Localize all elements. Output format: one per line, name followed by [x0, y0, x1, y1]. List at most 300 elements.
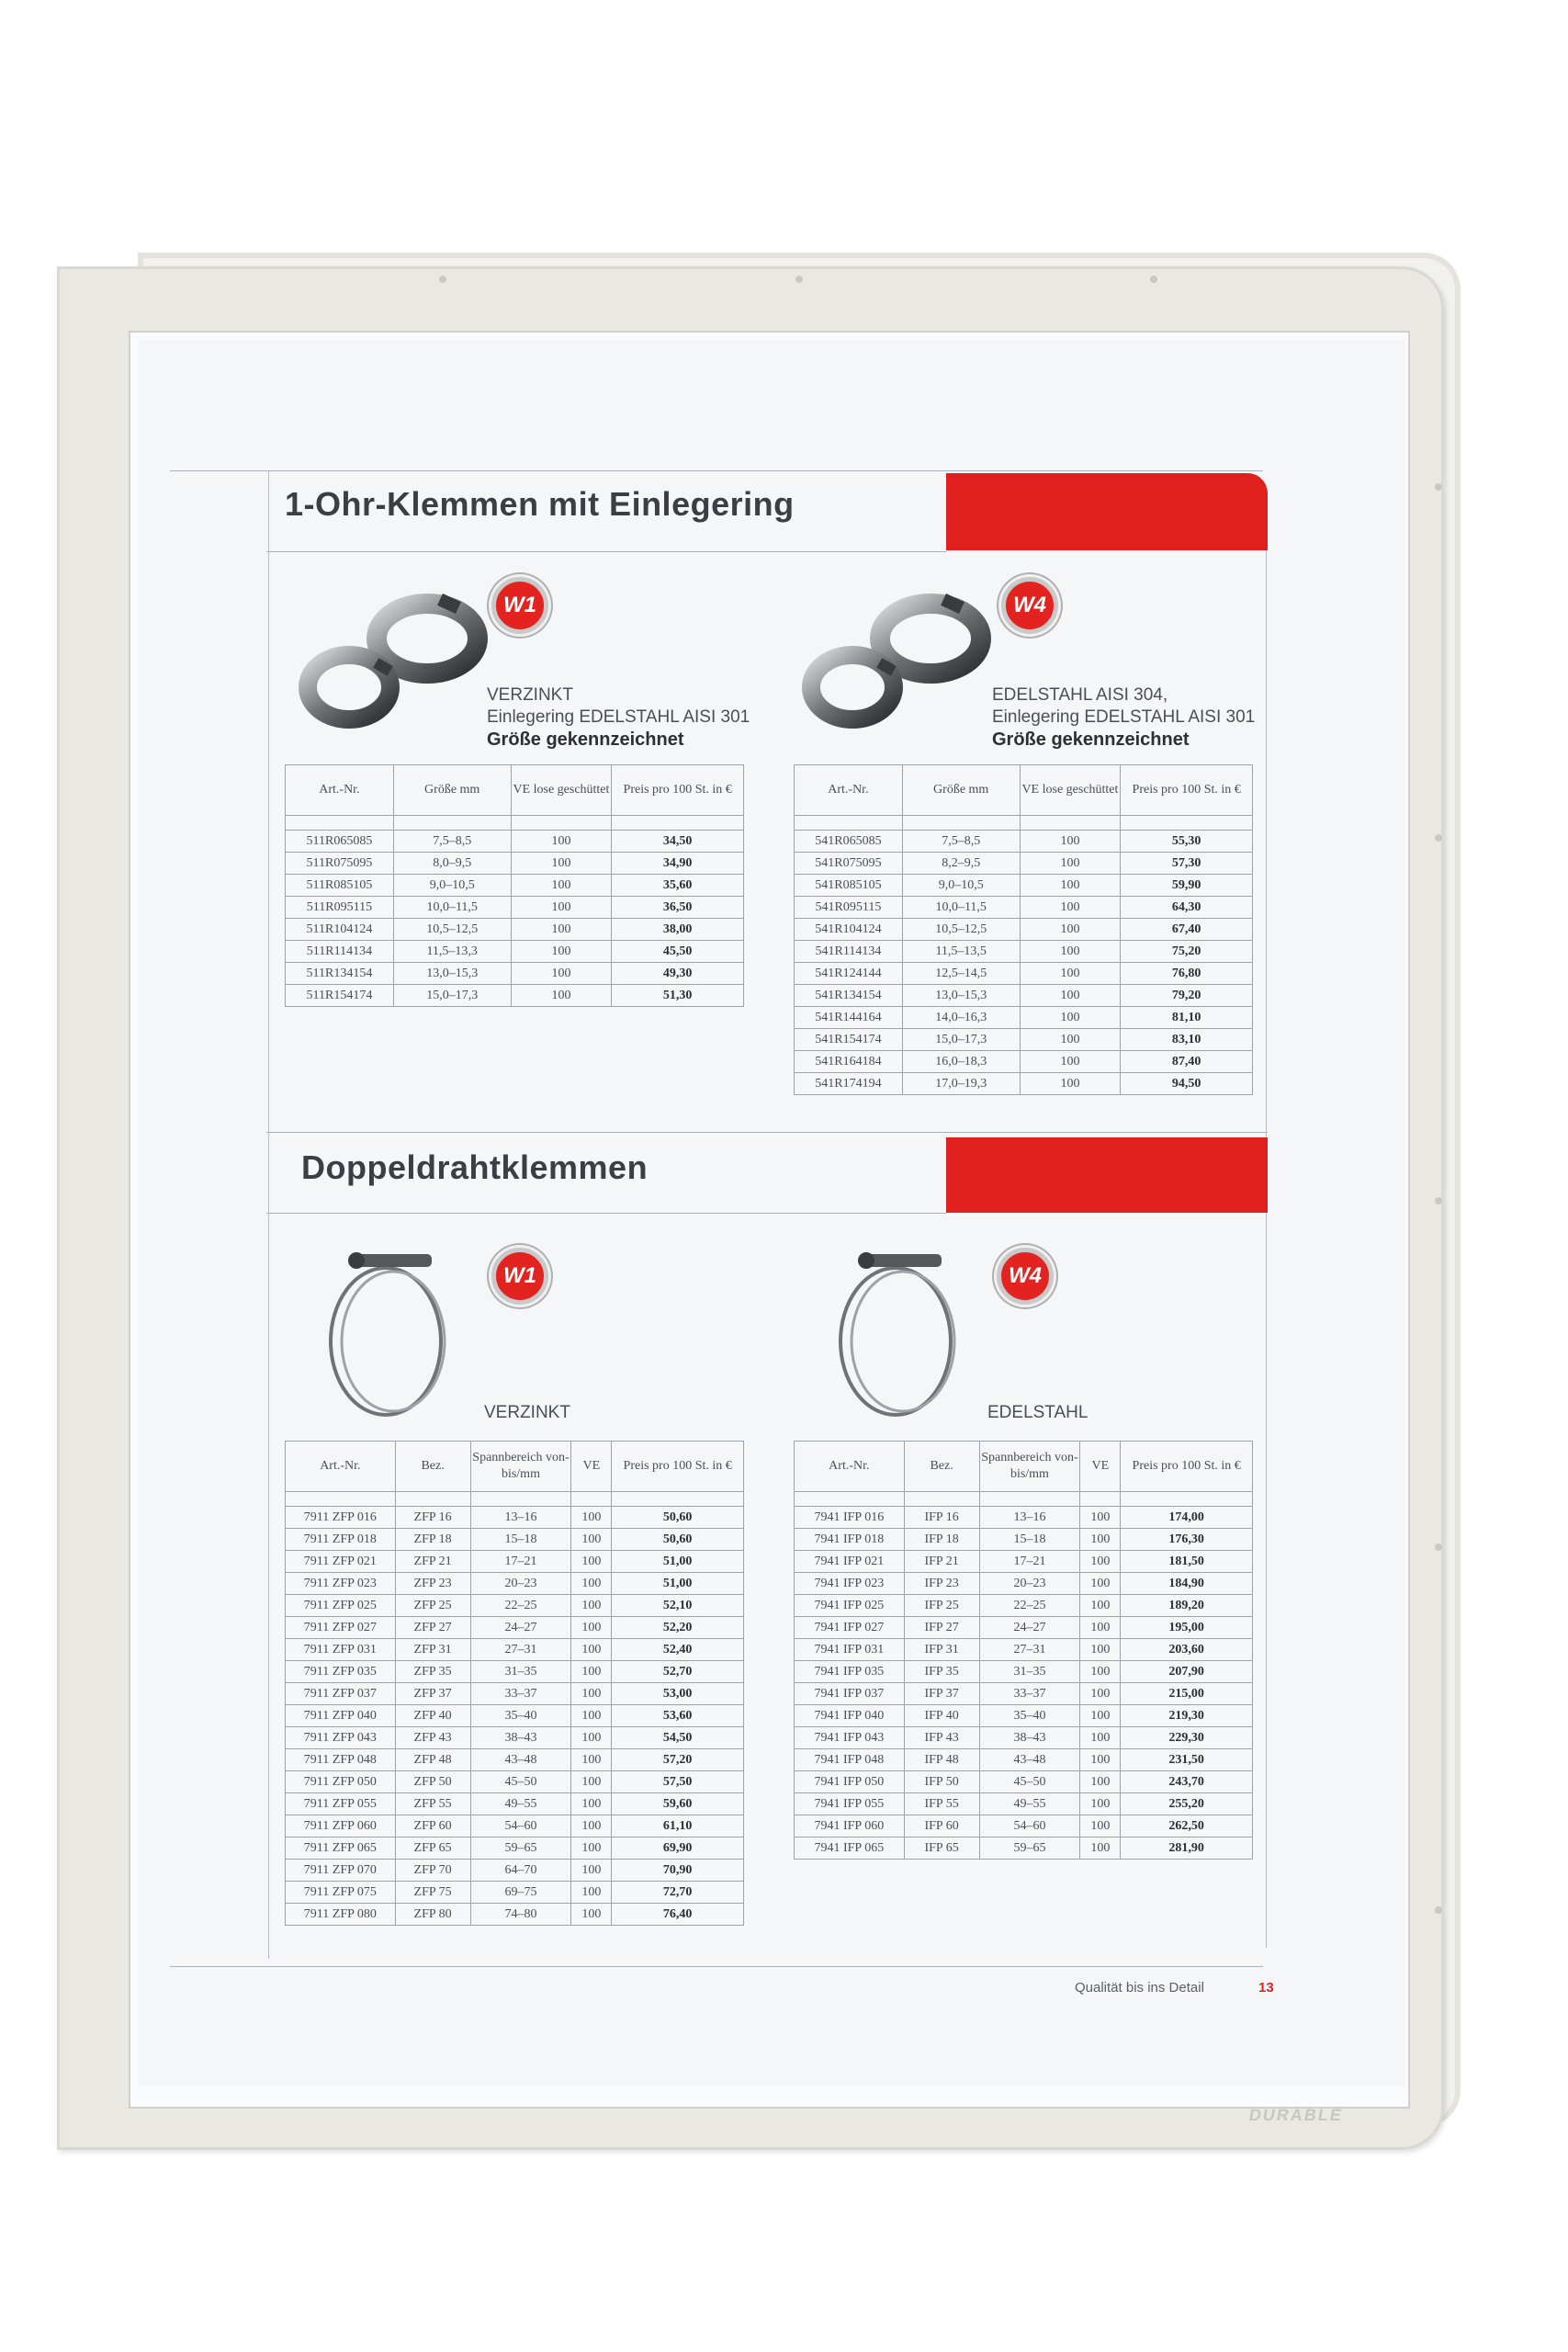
table-cell: 79,20: [1121, 985, 1253, 1007]
table-row: [286, 985, 744, 1007]
table-cell: 35–40: [979, 1705, 1080, 1727]
table-spacer-cell: [395, 1492, 470, 1507]
frame-hole: [1435, 1544, 1442, 1551]
table-cell: 13–16: [979, 1507, 1080, 1529]
badge-w1-icon: W1: [491, 577, 548, 634]
table-cell: 541R095115: [795, 897, 903, 919]
table-cell: 7941 IFP 031: [795, 1639, 905, 1661]
table-cell: IFP 43: [904, 1727, 979, 1749]
table-cell: 17,0–19,3: [902, 1073, 1020, 1095]
table-cell: 100: [1020, 1007, 1121, 1029]
table-cell: 100: [1020, 831, 1121, 853]
table-cell: IFP 50: [904, 1771, 979, 1793]
table-cell: 61,10: [612, 1815, 744, 1838]
table-cell: 100: [1080, 1507, 1121, 1529]
table-cell: 49,30: [612, 963, 744, 985]
table-row: [286, 1529, 744, 1551]
table-cell: 10,0–11,5: [902, 897, 1020, 919]
table-cell: 7911 ZFP 043: [286, 1727, 396, 1749]
divider: [266, 1213, 946, 1214]
table-row: [795, 1705, 1253, 1727]
table-header-cell: VE: [571, 1442, 612, 1492]
table-cell: 100: [1080, 1771, 1121, 1793]
table-row: [795, 1838, 1253, 1860]
table-cell: 100: [571, 1551, 612, 1573]
table-row: [795, 1073, 1253, 1095]
table-cell: 100: [571, 1639, 612, 1661]
table-cell: ZFP 27: [395, 1617, 470, 1639]
brand-logo: DURABLE: [1247, 2106, 1345, 2124]
table-cell: 100: [1080, 1617, 1121, 1639]
table-row: [795, 875, 1253, 897]
table-cell: 100: [1080, 1551, 1121, 1573]
footer-slogan: Qualität bis ins Detail: [1075, 1980, 1204, 1996]
table-cell: 7911 ZFP 037: [286, 1683, 396, 1705]
table-row: [286, 941, 744, 963]
table-spacer-row: [286, 816, 744, 831]
table-cell: 17–21: [470, 1551, 571, 1573]
table-cell: 100: [571, 1860, 612, 1882]
table-cell: 100: [511, 985, 612, 1007]
table-cell: 7911 ZFP 018: [286, 1529, 396, 1551]
table-cell: 43–48: [470, 1749, 571, 1771]
table-cell: 50,60: [612, 1529, 744, 1551]
table-cell: 7911 ZFP 075: [286, 1882, 396, 1904]
table-cell: 7911 ZFP 065: [286, 1838, 396, 1860]
desc-line: Einlegering EDELSTAHL AISI 301: [992, 707, 1256, 727]
table-cell: 59,60: [612, 1793, 744, 1815]
table-header-cell: Spannbereich von-bis/mm: [979, 1442, 1080, 1492]
table-cell: 100: [1080, 1727, 1121, 1749]
table-cell: 10,5–12,5: [393, 919, 511, 941]
table-cell: 7911 ZFP 060: [286, 1815, 396, 1838]
table-cell: 15,0–17,3: [902, 1029, 1020, 1051]
table-cell: ZFP 75: [395, 1882, 470, 1904]
table-cell: 10,0–11,5: [393, 897, 511, 919]
table-cell: 231,50: [1121, 1749, 1253, 1771]
table-row: [795, 1007, 1253, 1029]
table-cell: 100: [571, 1573, 612, 1595]
table-cell: 255,20: [1121, 1793, 1253, 1815]
table-cell: 7911 ZFP 023: [286, 1573, 396, 1595]
desc-line: Größe gekennzeichnet: [992, 729, 1190, 750]
table-row: [286, 1749, 744, 1771]
table-cell: ZFP 70: [395, 1860, 470, 1882]
table-cell: 13–16: [470, 1507, 571, 1529]
table-cell: 35–40: [470, 1705, 571, 1727]
table-cell: 7911 ZFP 048: [286, 1749, 396, 1771]
table-cell: ZFP 25: [395, 1595, 470, 1617]
frame-hole: [1435, 1197, 1442, 1204]
table-cell: 541R174194: [795, 1073, 903, 1095]
table-row: [795, 853, 1253, 875]
table-cell: 100: [1080, 1793, 1121, 1815]
table-cell: 100: [571, 1727, 612, 1749]
table-cell: 100: [1080, 1529, 1121, 1551]
table-cell: 52,40: [612, 1639, 744, 1661]
table-cell: 100: [571, 1793, 612, 1815]
frame-hole: [795, 276, 803, 283]
table-cell: 511R154174: [286, 985, 394, 1007]
table-row: [795, 1507, 1253, 1529]
table-header-cell: Preis pro 100 St. in €: [1121, 765, 1253, 816]
table-header-cell: Spannbereich von-bis/mm: [470, 1442, 571, 1492]
frame-hole: [1435, 483, 1442, 491]
badge-w1-icon: W1: [491, 1248, 548, 1305]
divider: [268, 470, 269, 1959]
frame-hole: [1150, 276, 1157, 283]
table-cell: 57,50: [612, 1771, 744, 1793]
table-cell: 52,70: [612, 1661, 744, 1683]
table-row: [795, 1595, 1253, 1617]
table-cell: 57,20: [612, 1749, 744, 1771]
table-spacer-cell: [1080, 1492, 1121, 1507]
table-cell: 541R065085: [795, 831, 903, 853]
table-cell: 541R104124: [795, 919, 903, 941]
table-cell: 100: [571, 1507, 612, 1529]
table-cell: 20–23: [979, 1573, 1080, 1595]
table-cell: 7941 IFP 050: [795, 1771, 905, 1793]
table-header-cell: Preis pro 100 St. in €: [612, 765, 744, 816]
table-cell: IFP 21: [904, 1551, 979, 1573]
badge-w4-icon: W4: [997, 1248, 1054, 1305]
table-cell: 100: [1020, 941, 1121, 963]
divider: [266, 1132, 1268, 1133]
divider: [266, 551, 946, 552]
table-spacer-cell: [904, 1492, 979, 1507]
table-cell: 45–50: [470, 1771, 571, 1793]
product-description: [992, 684, 1255, 752]
desc-line: Größe gekennzeichnet: [487, 729, 684, 750]
table-cell: 38–43: [470, 1727, 571, 1749]
table-spacer-cell: [470, 1492, 571, 1507]
table-cell: IFP 23: [904, 1573, 979, 1595]
table-cell: 7911 ZFP 035: [286, 1661, 396, 1683]
table-cell: 100: [1020, 1029, 1121, 1051]
table-cell: 511R065085: [286, 831, 394, 853]
wire-clamp-image: [822, 1240, 969, 1424]
table-cell: 207,90: [1121, 1661, 1253, 1683]
table-cell: 511R134154: [286, 963, 394, 985]
table-cell: 100: [571, 1771, 612, 1793]
table-cell: 7,5–8,5: [902, 831, 1020, 853]
table-cell: 100: [1080, 1661, 1121, 1683]
table-cell: ZFP 50: [395, 1771, 470, 1793]
table-cell: 7941 IFP 016: [795, 1507, 905, 1529]
table-cell: 13,0–15,3: [393, 963, 511, 985]
table-cell: 176,30: [1121, 1529, 1253, 1551]
table-cell: 54,50: [612, 1727, 744, 1749]
table-cell: IFP 48: [904, 1749, 979, 1771]
product-description: [487, 684, 750, 752]
table-cell: 15–18: [979, 1529, 1080, 1551]
table-row: [286, 875, 744, 897]
table-cell: 87,40: [1121, 1051, 1253, 1073]
table-cell: 74–80: [470, 1904, 571, 1926]
table-cell: 100: [511, 853, 612, 875]
table-cell: 203,60: [1121, 1639, 1253, 1661]
table-row: [286, 1882, 744, 1904]
table-cell: 33–37: [979, 1683, 1080, 1705]
table-cell: 7911 ZFP 080: [286, 1904, 396, 1926]
table-cell: 7911 ZFP 050: [286, 1771, 396, 1793]
table-spacer-cell: [511, 816, 612, 831]
table-cell: 7941 IFP 025: [795, 1595, 905, 1617]
table-spacer-cell: [286, 1492, 396, 1507]
table-row: [286, 1573, 744, 1595]
table-cell: IFP 37: [904, 1683, 979, 1705]
table-cell: 100: [1020, 919, 1121, 941]
table-cell: 54–60: [470, 1815, 571, 1838]
table-row: [795, 1029, 1253, 1051]
table-cell: 100: [571, 1749, 612, 1771]
table-cell: 511R104124: [286, 919, 394, 941]
table-spacer-cell: [979, 1492, 1080, 1507]
table-cell: 100: [1080, 1573, 1121, 1595]
table-cell: 100: [511, 963, 612, 985]
table-row: [795, 1683, 1253, 1705]
table-cell: 31–35: [979, 1661, 1080, 1683]
table-cell: 45,50: [612, 941, 744, 963]
table-cell: 100: [1080, 1749, 1121, 1771]
table-cell: 7911 ZFP 055: [286, 1793, 396, 1815]
table-cell: 53,60: [612, 1705, 744, 1727]
table-cell: 69,90: [612, 1838, 744, 1860]
table-row: [286, 1838, 744, 1860]
table-cell: 75,20: [1121, 941, 1253, 963]
divider: [1266, 551, 1267, 1948]
section-title-doppeldraht: Doppeldrahtklemmen: [301, 1148, 649, 1186]
table-cell: 7911 ZFP 016: [286, 1507, 396, 1529]
table-cell: 76,80: [1121, 963, 1253, 985]
table-spacer-cell: [1020, 816, 1121, 831]
table-header-cell: Größe mm: [393, 765, 511, 816]
table-cell: ZFP 16: [395, 1507, 470, 1529]
table-cell: 35,60: [612, 875, 744, 897]
table-cell: 100: [511, 831, 612, 853]
table-cell: 67,40: [1121, 919, 1253, 941]
table-cell: 24–27: [470, 1617, 571, 1639]
table-cell: 64,30: [1121, 897, 1253, 919]
table-cell: 229,30: [1121, 1727, 1253, 1749]
table-cell: 7941 IFP 018: [795, 1529, 905, 1551]
table-cell: 100: [1080, 1705, 1121, 1727]
table-row: [286, 1551, 744, 1573]
table-row: [795, 1639, 1253, 1661]
section-red-bar: [946, 473, 1268, 550]
table-cell: 7941 IFP 023: [795, 1573, 905, 1595]
table-spacer-cell: [286, 816, 394, 831]
table-cell: 100: [571, 1595, 612, 1617]
table-cell: 7941 IFP 043: [795, 1727, 905, 1749]
table-cell: 52,10: [612, 1595, 744, 1617]
table-row: [286, 963, 744, 985]
table-cell: 511R095115: [286, 897, 394, 919]
table-cell: 541R124144: [795, 963, 903, 985]
table-cell: 541R085105: [795, 875, 903, 897]
wire-clamp-image: [312, 1240, 459, 1424]
table-spacer-row: [795, 816, 1253, 831]
table-cell: 16,0–18,3: [902, 1051, 1020, 1073]
table-cell: 100: [1020, 897, 1121, 919]
table-cell: 262,50: [1121, 1815, 1253, 1838]
table-cell: 100: [1020, 875, 1121, 897]
table-cell: 38–43: [979, 1727, 1080, 1749]
table-cell: 50,60: [612, 1507, 744, 1529]
table-cell: 53,00: [612, 1683, 744, 1705]
table-cell: 100: [1020, 985, 1121, 1007]
table-cell: 174,00: [1121, 1507, 1253, 1529]
table-row: [795, 941, 1253, 963]
table-row: [286, 1705, 744, 1727]
table-cell: 100: [1080, 1683, 1121, 1705]
table-cell: IFP 25: [904, 1595, 979, 1617]
table-cell: 13,0–15,3: [902, 985, 1020, 1007]
table-row: [286, 1617, 744, 1639]
table-cell: 76,40: [612, 1904, 744, 1926]
table-header-cell: Preis pro 100 St. in €: [612, 1442, 744, 1492]
table-cell: 15–18: [470, 1529, 571, 1551]
table-cell: 8,0–9,5: [393, 853, 511, 875]
table-cell: 7941 IFP 055: [795, 1793, 905, 1815]
table-spacer-cell: [795, 816, 903, 831]
table-cell: 11,5–13,3: [393, 941, 511, 963]
table-row: [286, 1683, 744, 1705]
table-cell: 83,10: [1121, 1029, 1253, 1051]
table-cell: 7941 IFP 035: [795, 1661, 905, 1683]
price-table-doppeldraht-edelstahl: [794, 1441, 1253, 1860]
table-row: [795, 1727, 1253, 1749]
table-cell: 22–25: [979, 1595, 1080, 1617]
table-cell: 541R075095: [795, 853, 903, 875]
table-cell: 81,10: [1121, 1007, 1253, 1029]
table-cell: 24–27: [979, 1617, 1080, 1639]
table-header-cell: Bez.: [395, 1442, 470, 1492]
table-cell: 7941 IFP 037: [795, 1683, 905, 1705]
table-cell: 7941 IFP 027: [795, 1617, 905, 1639]
product-description: VERZINKT: [484, 1403, 570, 1422]
table-cell: IFP 40: [904, 1705, 979, 1727]
table-cell: 541R134154: [795, 985, 903, 1007]
table-header-cell: Art.-Nr.: [795, 1442, 905, 1492]
frame-hole: [439, 276, 446, 283]
table-cell: IFP 16: [904, 1507, 979, 1529]
table-cell: 100: [1080, 1639, 1121, 1661]
table-cell: 184,90: [1121, 1573, 1253, 1595]
table-cell: 11,5–13,5: [902, 941, 1020, 963]
table-cell: 189,20: [1121, 1595, 1253, 1617]
table-cell: IFP 31: [904, 1639, 979, 1661]
table-cell: 243,70: [1121, 1771, 1253, 1793]
table-cell: 54–60: [979, 1815, 1080, 1838]
table-cell: ZFP 43: [395, 1727, 470, 1749]
table-cell: 100: [511, 875, 612, 897]
table-cell: ZFP 80: [395, 1904, 470, 1926]
table-header-row: [286, 1442, 744, 1492]
table-cell: 51,30: [612, 985, 744, 1007]
table-row: [286, 853, 744, 875]
table-cell: 31–35: [470, 1661, 571, 1683]
table-cell: 64–70: [470, 1860, 571, 1882]
table-cell: 72,70: [612, 1882, 744, 1904]
table-cell: 34,50: [612, 831, 744, 853]
table-row: [795, 919, 1253, 941]
table-cell: ZFP 35: [395, 1661, 470, 1683]
table-cell: 45–50: [979, 1771, 1080, 1793]
desc-line: Einlegering EDELSTAHL AISI 301: [487, 707, 750, 727]
desc-line: VERZINKT: [487, 685, 573, 705]
table-header-row: [286, 765, 744, 816]
ohr-clamp-image: [294, 579, 496, 744]
table-cell: 541R114134: [795, 941, 903, 963]
table-row: [286, 1639, 744, 1661]
table-cell: 7941 IFP 065: [795, 1838, 905, 1860]
table-cell: 14,0–16,3: [902, 1007, 1020, 1029]
table-row: [795, 1573, 1253, 1595]
table-row: [286, 919, 744, 941]
table-cell: 9,0–10,5: [902, 875, 1020, 897]
table-cell: ZFP 48: [395, 1749, 470, 1771]
table-row: [286, 897, 744, 919]
table-cell: 219,30: [1121, 1705, 1253, 1727]
table-cell: 49–55: [470, 1793, 571, 1815]
table-row: [795, 1051, 1253, 1073]
table-cell: 8,2–9,5: [902, 853, 1020, 875]
table-cell: 100: [1020, 963, 1121, 985]
table-row: [286, 1507, 744, 1529]
table-header-cell: Art.-Nr.: [286, 1442, 396, 1492]
table-row: [286, 1661, 744, 1683]
table-cell: 7941 IFP 048: [795, 1749, 905, 1771]
table-cell: 7941 IFP 021: [795, 1551, 905, 1573]
table-cell: 100: [511, 919, 612, 941]
table-cell: 10,5–12,5: [902, 919, 1020, 941]
table-cell: 215,00: [1121, 1683, 1253, 1705]
table-cell: 100: [571, 1705, 612, 1727]
table-row: [286, 1860, 744, 1882]
table-row: [795, 1551, 1253, 1573]
frame-hole: [1435, 1906, 1442, 1914]
table-header-row: [795, 1442, 1253, 1492]
table-cell: 69–75: [470, 1882, 571, 1904]
table-cell: 511R075095: [286, 853, 394, 875]
table-spacer-cell: [571, 1492, 612, 1507]
table-cell: 51,00: [612, 1573, 744, 1595]
table-cell: 52,20: [612, 1617, 744, 1639]
table-cell: 59,90: [1121, 875, 1253, 897]
table-cell: 43–48: [979, 1749, 1080, 1771]
table-spacer-cell: [612, 1492, 744, 1507]
table-header-cell: VE lose geschüttet: [511, 765, 612, 816]
table-cell: 9,0–10,5: [393, 875, 511, 897]
table-cell: 38,00: [612, 919, 744, 941]
table-cell: 17–21: [979, 1551, 1080, 1573]
table-row: [795, 1617, 1253, 1639]
table-header-cell: VE lose geschüttet: [1020, 765, 1121, 816]
table-cell: IFP 55: [904, 1793, 979, 1815]
table-cell: 181,50: [1121, 1551, 1253, 1573]
table-row: [286, 1727, 744, 1749]
table-cell: ZFP 18: [395, 1529, 470, 1551]
table-row: [795, 1793, 1253, 1815]
table-spacer-cell: [902, 816, 1020, 831]
table-cell: 7911 ZFP 025: [286, 1595, 396, 1617]
table-cell: IFP 27: [904, 1617, 979, 1639]
table-cell: 59–65: [979, 1838, 1080, 1860]
table-cell: ZFP 31: [395, 1639, 470, 1661]
table-spacer-cell: [612, 816, 744, 831]
table-cell: 7,5–8,5: [393, 831, 511, 853]
